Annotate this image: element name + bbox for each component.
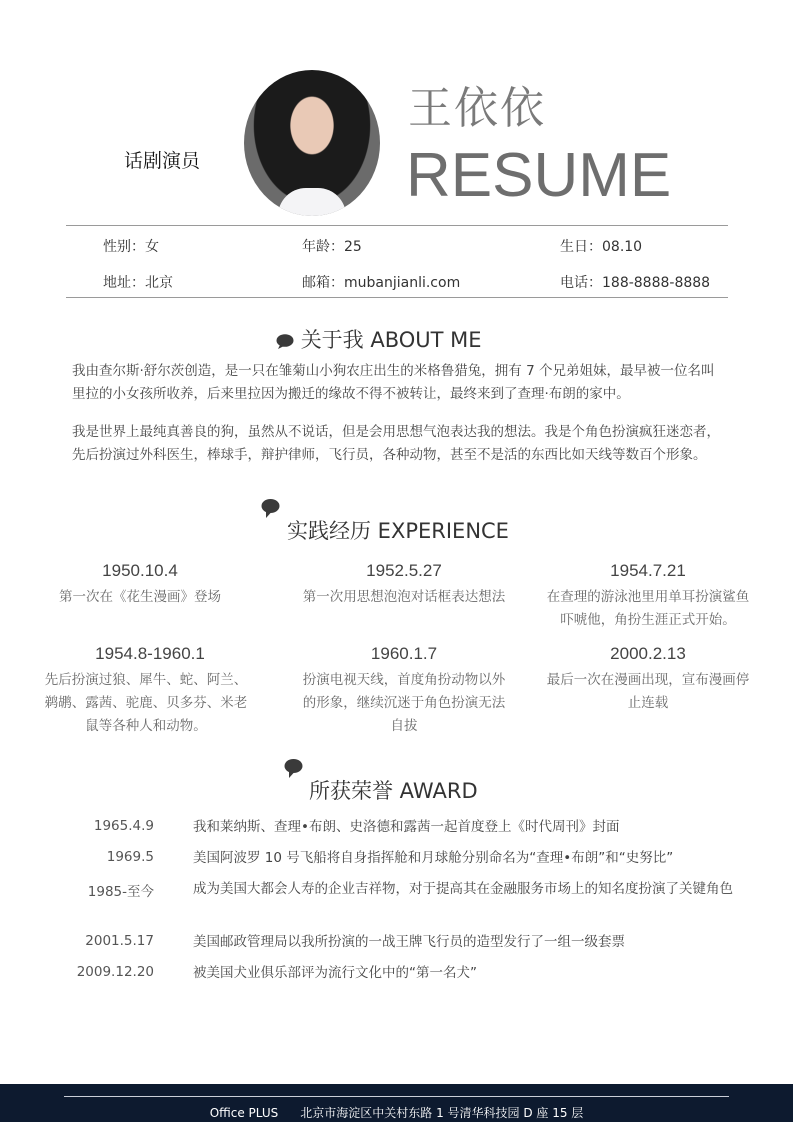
- about-section-title: [276, 324, 482, 354]
- experience-text: 先后扮演过狼、犀牛、蛇、阿兰、鹈鹕、露茜、驼鹿、贝多芬、米老鼠等各种人和动物。: [44, 672, 248, 734]
- phone-field: 电话：188-8888-8888: [560, 275, 711, 291]
- award-section-title: 所获荣誉 AWARD: [309, 779, 478, 803]
- experience-date: 2000.2.13: [610, 644, 686, 663]
- speech-bubble-icon: [261, 499, 280, 518]
- footer-divider: [64, 1096, 729, 1097]
- award-date: 1969.5: [106, 849, 154, 865]
- experience-date: 1954.8-1960.1: [95, 644, 205, 663]
- award-date: 1985-至今: [87, 884, 154, 900]
- award-text: 我和莱纳斯、查理•布朗、史洛德和露茜一起首度登上《时代周刊》封面: [193, 819, 620, 835]
- footer-info: [0, 1104, 793, 1121]
- award-text: 美国阿波罗 10 号飞船将自身指挥舱和月球舱分别命名为“查理•布朗”和“史努比”: [193, 850, 674, 866]
- age-field: 年龄：25: [302, 239, 362, 255]
- experience-date: 1950.10.4: [102, 561, 178, 580]
- job-title: 话剧演员: [124, 150, 201, 172]
- resume-heading: RESUME: [406, 141, 672, 210]
- experience-section-title: 实践经历 EXPERIENCE: [287, 519, 509, 543]
- person-name: 王依依: [408, 83, 546, 134]
- award-text: 成为美国大都会人寿的企业吉祥物，对于提高其在金融服务市场上的知名度扮演了关键角色: [193, 881, 733, 897]
- about-paragraph-1: 我由查尔斯·舒尔茨创造，是一只在雏菊山小狗农庄出生的米格鲁猎兔，拥有 7 个兄弟姐妹，最早被一位名叫里拉的小女孩所收养，后来里拉因为搬迁的缘故不得不被转让，最终来到了查理·布朗的家中。: [72, 363, 715, 402]
- birthday-field: 生日：08.10: [560, 239, 643, 255]
- award-text: 美国邮政管理局以我所扮演的一战王牌飞行员的造型发行了一组一级套票: [193, 934, 625, 950]
- award-date: 2001.5.17: [85, 933, 154, 949]
- gender-field: 性别：女: [103, 239, 159, 255]
- address-field: 地址：北京: [103, 275, 173, 291]
- experience-text: 在查理的游泳池里用单耳扮演鲨鱼吓唬他，角扮生涯正式开始。: [546, 589, 750, 628]
- speech-bubble-icon: [276, 334, 294, 349]
- experience-text: 第一次在《花生漫画》登场: [59, 589, 221, 605]
- experience-text: 第一次用思想泡泡对话框表达想法: [302, 589, 506, 605]
- speech-bubble-icon: [284, 759, 303, 778]
- award-text: 被美国犬业俱乐部评为流行文化中的“第一名犬”: [193, 965, 477, 981]
- experience-date: 1960.1.7: [370, 644, 438, 663]
- about-paragraph-2: 我是世界上最纯真善良的狗，虽然从不说话，但是会用思想气泡表达我的想法。我是个角色扮演疯狂迷恋者，先后扮演过外科医生，棒球手，辩护律师，飞行员，各种动物，甚至不是活的东西比如天线等数百个形象。: [72, 424, 720, 463]
- about-title-text: 关于我 ABOUT ME: [300, 328, 482, 352]
- footer-address: 北京市海淀区中关村东路 1 号清华科技园 D 座 15 层: [300, 1106, 584, 1120]
- email-field: 邮箱：mubanjianli.com: [302, 275, 461, 291]
- experience-text: 最后一次在漫画出现，宣布漫画停止连载: [546, 672, 750, 711]
- divider-top: [66, 225, 728, 226]
- divider-bottom: [66, 297, 728, 298]
- award-date: 2009.12.20: [76, 964, 154, 980]
- experience-date: 1952.5.27: [366, 561, 442, 580]
- experience-date: 1954.7.21: [610, 561, 686, 580]
- footer-brand: Office PLUS: [209, 1106, 279, 1120]
- award-date: 1965.4.9: [93, 818, 154, 834]
- experience-text: 扮演电视天线，首度角扮动物以外的形象，继续沉迷于角色扮演无法自拔: [302, 672, 506, 734]
- profile-photo: [244, 70, 380, 216]
